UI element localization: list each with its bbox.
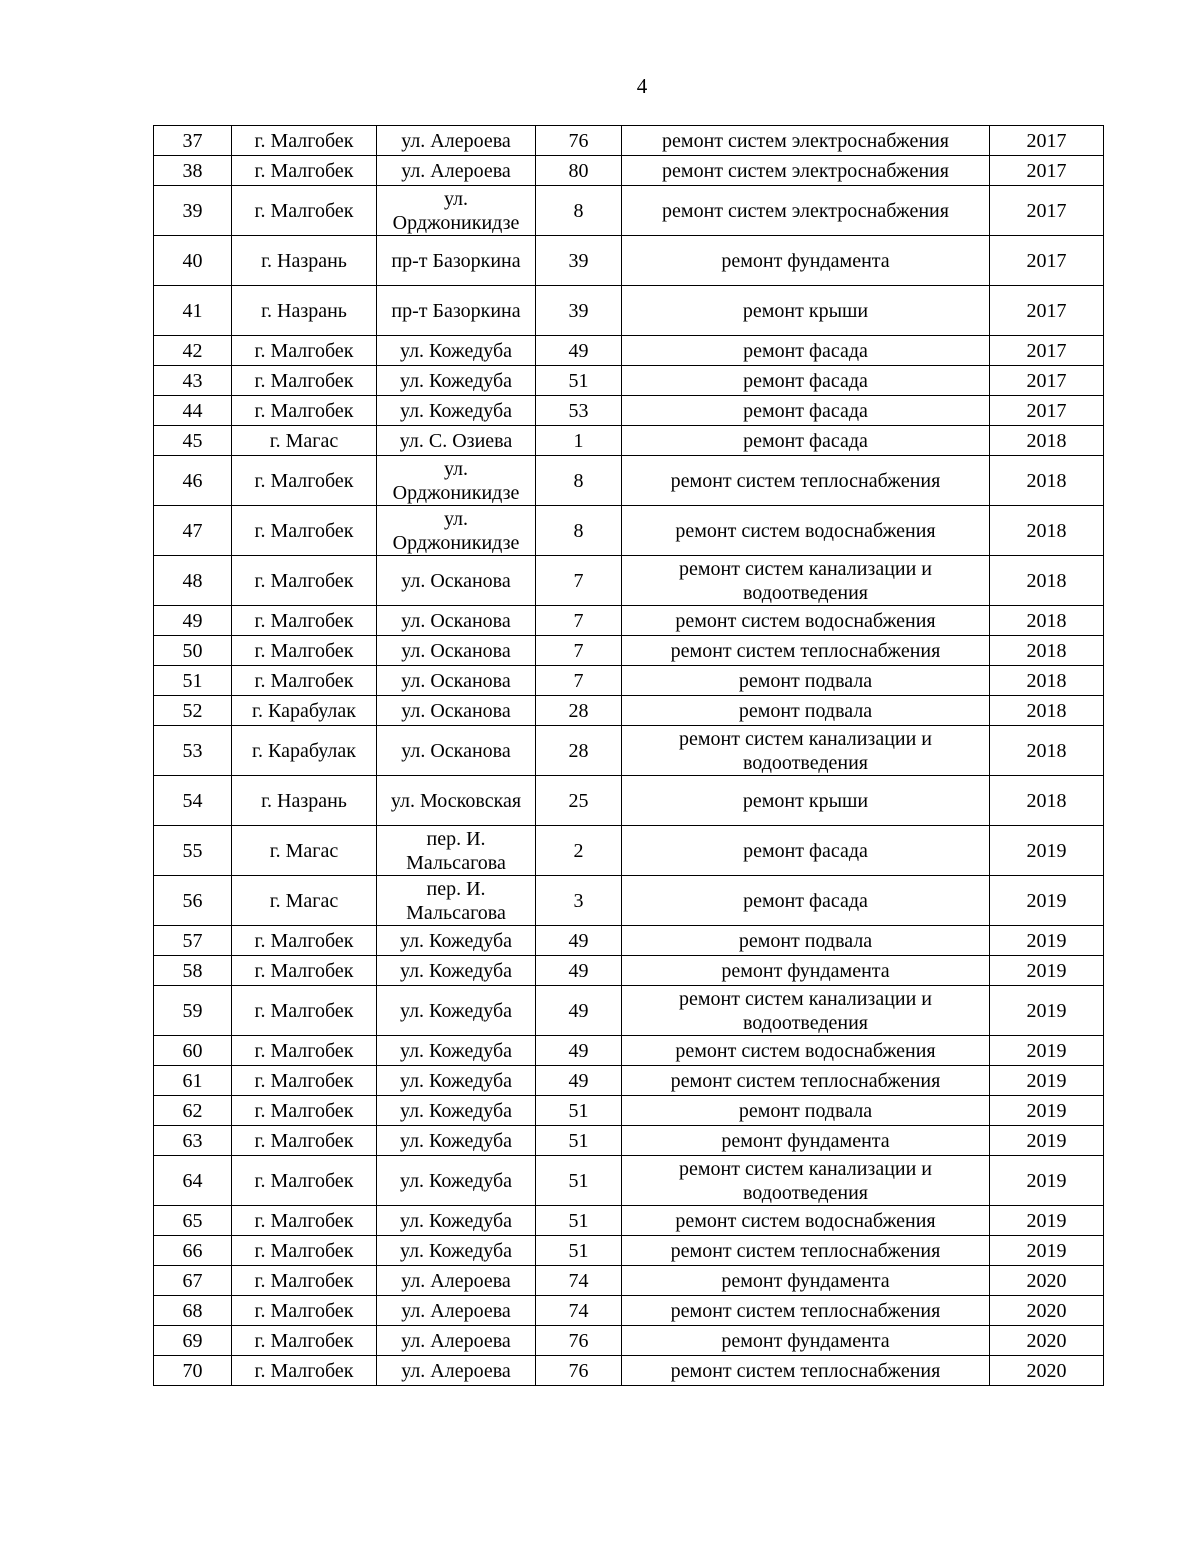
table-row — [154, 236, 1104, 286]
work-type-cell: ремонт систем водоснабжения — [622, 506, 990, 556]
table-row — [154, 1356, 1104, 1386]
house-number-cell: 49 — [536, 1066, 622, 1096]
city-cell: г. Малгобек — [232, 1206, 377, 1236]
row-number-cell: 61 — [154, 1066, 232, 1096]
work-type-cell: ремонт систем водоснабжения — [622, 1206, 990, 1236]
row-number-cell: 68 — [154, 1296, 232, 1326]
house-number-cell: 3 — [536, 876, 622, 926]
house-number-cell: 28 — [536, 696, 622, 726]
street-cell: ул. Осканова — [377, 696, 536, 726]
table-row — [154, 1206, 1104, 1236]
city-cell: г. Малгобек — [232, 1036, 377, 1066]
year-cell: 2017 — [990, 286, 1104, 336]
year-cell: 2018 — [990, 456, 1104, 506]
street-cell: ул. Алероева — [377, 1356, 536, 1386]
work-type-cell: ремонт систем канализации и водоотведения — [622, 726, 990, 776]
work-type-cell: ремонт фасада — [622, 426, 990, 456]
work-type-cell: ремонт крыши — [622, 286, 990, 336]
row-number-cell: 46 — [154, 456, 232, 506]
house-number-cell: 51 — [536, 1156, 622, 1206]
work-type-cell: ремонт систем водоснабжения — [622, 606, 990, 636]
year-cell: 2017 — [990, 336, 1104, 366]
city-cell: г. Малгобек — [232, 456, 377, 506]
year-cell: 2018 — [990, 426, 1104, 456]
row-number-cell: 42 — [154, 336, 232, 366]
year-cell: 2019 — [990, 1096, 1104, 1126]
street-cell: ул. Орджоникидзе — [377, 186, 536, 236]
street-cell: ул. Орджоникидзе — [377, 456, 536, 506]
row-number-cell: 63 — [154, 1126, 232, 1156]
row-number-cell: 52 — [154, 696, 232, 726]
house-number-cell: 39 — [536, 236, 622, 286]
table-row — [154, 286, 1104, 336]
house-number-cell: 51 — [536, 366, 622, 396]
year-cell: 2019 — [990, 1156, 1104, 1206]
work-type-cell: ремонт фундамента — [622, 236, 990, 286]
street-cell: ул. Кожедуба — [377, 1066, 536, 1096]
street-cell: ул. Алероева — [377, 1326, 536, 1356]
house-number-cell: 76 — [536, 1356, 622, 1386]
year-cell: 2019 — [990, 826, 1104, 876]
table-row — [154, 1266, 1104, 1296]
row-number-cell: 47 — [154, 506, 232, 556]
row-number-cell: 48 — [154, 556, 232, 606]
row-number-cell: 49 — [154, 606, 232, 636]
year-cell: 2017 — [990, 236, 1104, 286]
table-row — [154, 556, 1104, 606]
work-type-cell: ремонт систем теплоснабжения — [622, 456, 990, 506]
house-number-cell: 51 — [536, 1096, 622, 1126]
house-number-cell: 8 — [536, 456, 622, 506]
house-number-cell: 51 — [536, 1236, 622, 1266]
year-cell: 2019 — [990, 926, 1104, 956]
table-row — [154, 1236, 1104, 1266]
table-row — [154, 126, 1104, 156]
house-number-cell: 25 — [536, 776, 622, 826]
street-cell: ул. Кожедуба — [377, 1156, 536, 1206]
city-cell: г. Назрань — [232, 776, 377, 826]
street-cell: ул. Орджоникидзе — [377, 506, 536, 556]
city-cell: г. Малгобек — [232, 1326, 377, 1356]
city-cell: г. Карабулак — [232, 696, 377, 726]
year-cell: 2018 — [990, 776, 1104, 826]
year-cell: 2019 — [990, 876, 1104, 926]
house-number-cell: 53 — [536, 396, 622, 426]
row-number-cell: 62 — [154, 1096, 232, 1126]
table-row — [154, 426, 1104, 456]
city-cell: г. Малгобек — [232, 666, 377, 696]
city-cell: г. Назрань — [232, 236, 377, 286]
row-number-cell: 69 — [154, 1326, 232, 1356]
row-number-cell: 57 — [154, 926, 232, 956]
work-type-cell: ремонт фасада — [622, 336, 990, 366]
city-cell: г. Малгобек — [232, 366, 377, 396]
table-row — [154, 1126, 1104, 1156]
year-cell: 2017 — [990, 156, 1104, 186]
work-type-cell: ремонт фундамента — [622, 1326, 990, 1356]
city-cell: г. Малгобек — [232, 506, 377, 556]
year-cell: 2020 — [990, 1356, 1104, 1386]
repair-schedule-table — [153, 125, 1104, 1386]
house-number-cell: 8 — [536, 186, 622, 236]
row-number-cell: 41 — [154, 286, 232, 336]
work-type-cell: ремонт систем теплоснабжения — [622, 1296, 990, 1326]
table-row — [154, 956, 1104, 986]
city-cell: г. Малгобек — [232, 556, 377, 606]
city-cell: г. Малгобек — [232, 956, 377, 986]
table-row — [154, 876, 1104, 926]
street-cell: ул. Кожедуба — [377, 396, 536, 426]
street-cell: ул. Осканова — [377, 606, 536, 636]
house-number-cell: 74 — [536, 1296, 622, 1326]
street-cell: ул. Алероева — [377, 156, 536, 186]
year-cell: 2018 — [990, 666, 1104, 696]
city-cell: г. Малгобек — [232, 636, 377, 666]
table-row — [154, 986, 1104, 1036]
year-cell: 2018 — [990, 636, 1104, 666]
street-cell: ул. Кожедуба — [377, 956, 536, 986]
row-number-cell: 67 — [154, 1266, 232, 1296]
work-type-cell: ремонт фасада — [622, 366, 990, 396]
city-cell: г. Малгобек — [232, 1066, 377, 1096]
row-number-cell: 66 — [154, 1236, 232, 1266]
street-cell: ул. Кожедуба — [377, 926, 536, 956]
street-cell: ул. Московская — [377, 776, 536, 826]
work-type-cell: ремонт подвала — [622, 926, 990, 956]
row-number-cell: 64 — [154, 1156, 232, 1206]
street-cell: пер. И. Мальсагова — [377, 826, 536, 876]
table-row — [154, 826, 1104, 876]
year-cell: 2017 — [990, 366, 1104, 396]
work-type-cell: ремонт фасада — [622, 826, 990, 876]
house-number-cell: 7 — [536, 666, 622, 696]
table-row — [154, 1156, 1104, 1206]
city-cell: г. Малгобек — [232, 986, 377, 1036]
street-cell: ул. Кожедуба — [377, 1096, 536, 1126]
row-number-cell: 56 — [154, 876, 232, 926]
work-type-cell: ремонт систем теплоснабжения — [622, 1236, 990, 1266]
year-cell: 2019 — [990, 1126, 1104, 1156]
row-number-cell: 58 — [154, 956, 232, 986]
house-number-cell: 51 — [536, 1126, 622, 1156]
table-row — [154, 186, 1104, 236]
work-type-cell: ремонт систем водоснабжения — [622, 1036, 990, 1066]
table-row — [154, 1036, 1104, 1066]
table-row — [154, 636, 1104, 666]
house-number-cell: 51 — [536, 1206, 622, 1236]
city-cell: г. Малгобек — [232, 336, 377, 366]
row-number-cell: 43 — [154, 366, 232, 396]
row-number-cell: 45 — [154, 426, 232, 456]
street-cell: ул. Алероева — [377, 1296, 536, 1326]
table-row — [154, 366, 1104, 396]
city-cell: г. Малгобек — [232, 1356, 377, 1386]
year-cell: 2019 — [990, 1066, 1104, 1096]
house-number-cell: 7 — [536, 556, 622, 606]
street-cell: ул. Осканова — [377, 636, 536, 666]
house-number-cell: 39 — [536, 286, 622, 336]
work-type-cell: ремонт систем канализации и водоотведения — [622, 986, 990, 1036]
house-number-cell: 1 — [536, 426, 622, 456]
table-row — [154, 396, 1104, 426]
table-row — [154, 1296, 1104, 1326]
city-cell: г. Магас — [232, 426, 377, 456]
work-type-cell: ремонт фундамента — [622, 956, 990, 986]
row-number-cell: 50 — [154, 636, 232, 666]
year-cell: 2018 — [990, 506, 1104, 556]
city-cell: г. Карабулак — [232, 726, 377, 776]
table-row — [154, 696, 1104, 726]
work-type-cell: ремонт подвала — [622, 1096, 990, 1126]
year-cell: 2017 — [990, 126, 1104, 156]
row-number-cell: 44 — [154, 396, 232, 426]
year-cell: 2017 — [990, 396, 1104, 426]
city-cell: г. Малгобек — [232, 186, 377, 236]
house-number-cell: 49 — [536, 336, 622, 366]
row-number-cell: 70 — [154, 1356, 232, 1386]
row-number-cell: 37 — [154, 126, 232, 156]
street-cell: ул. Кожедуба — [377, 336, 536, 366]
city-cell: г. Магас — [232, 826, 377, 876]
table-row — [154, 506, 1104, 556]
year-cell: 2020 — [990, 1326, 1104, 1356]
city-cell: г. Малгобек — [232, 1156, 377, 1206]
city-cell: г. Малгобек — [232, 156, 377, 186]
city-cell: г. Малгобек — [232, 1236, 377, 1266]
street-cell: ул. Кожедуба — [377, 366, 536, 396]
street-cell: ул. С. Озиева — [377, 426, 536, 456]
table-row — [154, 1066, 1104, 1096]
city-cell: г. Малгобек — [232, 1266, 377, 1296]
house-number-cell: 28 — [536, 726, 622, 776]
work-type-cell: ремонт фундамента — [622, 1266, 990, 1296]
house-number-cell: 49 — [536, 926, 622, 956]
street-cell: пер. И. Мальсагова — [377, 876, 536, 926]
year-cell: 2020 — [990, 1266, 1104, 1296]
work-type-cell: ремонт систем электроснабжения — [622, 186, 990, 236]
row-number-cell: 59 — [154, 986, 232, 1036]
house-number-cell: 7 — [536, 606, 622, 636]
table-row — [154, 1096, 1104, 1126]
year-cell: 2020 — [990, 1296, 1104, 1326]
work-type-cell: ремонт систем теплоснабжения — [622, 1066, 990, 1096]
row-number-cell: 39 — [154, 186, 232, 236]
row-number-cell: 55 — [154, 826, 232, 876]
house-number-cell: 7 — [536, 636, 622, 666]
row-number-cell: 53 — [154, 726, 232, 776]
year-cell: 2019 — [990, 1036, 1104, 1066]
street-cell: ул. Кожедуба — [377, 1126, 536, 1156]
row-number-cell: 40 — [154, 236, 232, 286]
page-number: 4 — [636, 74, 648, 98]
street-cell: ул. Осканова — [377, 666, 536, 696]
year-cell: 2018 — [990, 696, 1104, 726]
table-body — [154, 126, 1104, 1386]
street-cell: пр-т Базоркина — [377, 236, 536, 286]
city-cell: г. Малгобек — [232, 606, 377, 636]
house-number-cell: 2 — [536, 826, 622, 876]
house-number-cell: 80 — [536, 156, 622, 186]
table-row — [154, 926, 1104, 956]
work-type-cell: ремонт фасада — [622, 396, 990, 426]
row-number-cell: 65 — [154, 1206, 232, 1236]
street-cell: ул. Кожедуба — [377, 1036, 536, 1066]
year-cell: 2019 — [990, 986, 1104, 1036]
city-cell: г. Назрань — [232, 286, 377, 336]
table-row — [154, 456, 1104, 506]
work-type-cell: ремонт фасада — [622, 876, 990, 926]
street-cell: ул. Кожедуба — [377, 986, 536, 1036]
street-cell: ул. Алероева — [377, 1266, 536, 1296]
street-cell: ул. Кожедуба — [377, 1236, 536, 1266]
work-type-cell: ремонт подвала — [622, 696, 990, 726]
row-number-cell: 38 — [154, 156, 232, 186]
house-number-cell: 76 — [536, 126, 622, 156]
year-cell: 2018 — [990, 726, 1104, 776]
year-cell: 2018 — [990, 556, 1104, 606]
work-type-cell: ремонт крыши — [622, 776, 990, 826]
table-row — [154, 776, 1104, 826]
street-cell: ул. Кожедуба — [377, 1206, 536, 1236]
work-type-cell: ремонт систем канализации и водоотведения — [622, 1156, 990, 1206]
city-cell: г. Магас — [232, 876, 377, 926]
year-cell: 2018 — [990, 606, 1104, 636]
house-number-cell: 49 — [536, 956, 622, 986]
house-number-cell: 76 — [536, 1326, 622, 1356]
house-number-cell: 8 — [536, 506, 622, 556]
house-number-cell: 74 — [536, 1266, 622, 1296]
work-type-cell: ремонт подвала — [622, 666, 990, 696]
city-cell: г. Малгобек — [232, 396, 377, 426]
table-row — [154, 1326, 1104, 1356]
work-type-cell: ремонт систем электроснабжения — [622, 156, 990, 186]
street-cell: ул. Осканова — [377, 556, 536, 606]
row-number-cell: 54 — [154, 776, 232, 826]
street-cell: пр-т Базоркина — [377, 286, 536, 336]
work-type-cell: ремонт систем теплоснабжения — [622, 1356, 990, 1386]
table-row — [154, 156, 1104, 186]
year-cell: 2019 — [990, 956, 1104, 986]
year-cell: 2017 — [990, 186, 1104, 236]
city-cell: г. Малгобек — [232, 126, 377, 156]
row-number-cell: 51 — [154, 666, 232, 696]
table-row — [154, 606, 1104, 636]
city-cell: г. Малгобек — [232, 1096, 377, 1126]
table-row — [154, 666, 1104, 696]
house-number-cell: 49 — [536, 1036, 622, 1066]
house-number-cell: 49 — [536, 986, 622, 1036]
street-cell: ул. Алероева — [377, 126, 536, 156]
city-cell: г. Малгобек — [232, 1296, 377, 1326]
city-cell: г. Малгобек — [232, 1126, 377, 1156]
table-row — [154, 726, 1104, 776]
work-type-cell: ремонт систем теплоснабжения — [622, 636, 990, 666]
work-type-cell: ремонт систем канализации и водоотведения — [622, 556, 990, 606]
work-type-cell: ремонт фундамента — [622, 1126, 990, 1156]
street-cell: ул. Осканова — [377, 726, 536, 776]
row-number-cell: 60 — [154, 1036, 232, 1066]
city-cell: г. Малгобек — [232, 926, 377, 956]
work-type-cell: ремонт систем электроснабжения — [622, 126, 990, 156]
table-row — [154, 336, 1104, 366]
year-cell: 2019 — [990, 1206, 1104, 1236]
year-cell: 2019 — [990, 1236, 1104, 1266]
